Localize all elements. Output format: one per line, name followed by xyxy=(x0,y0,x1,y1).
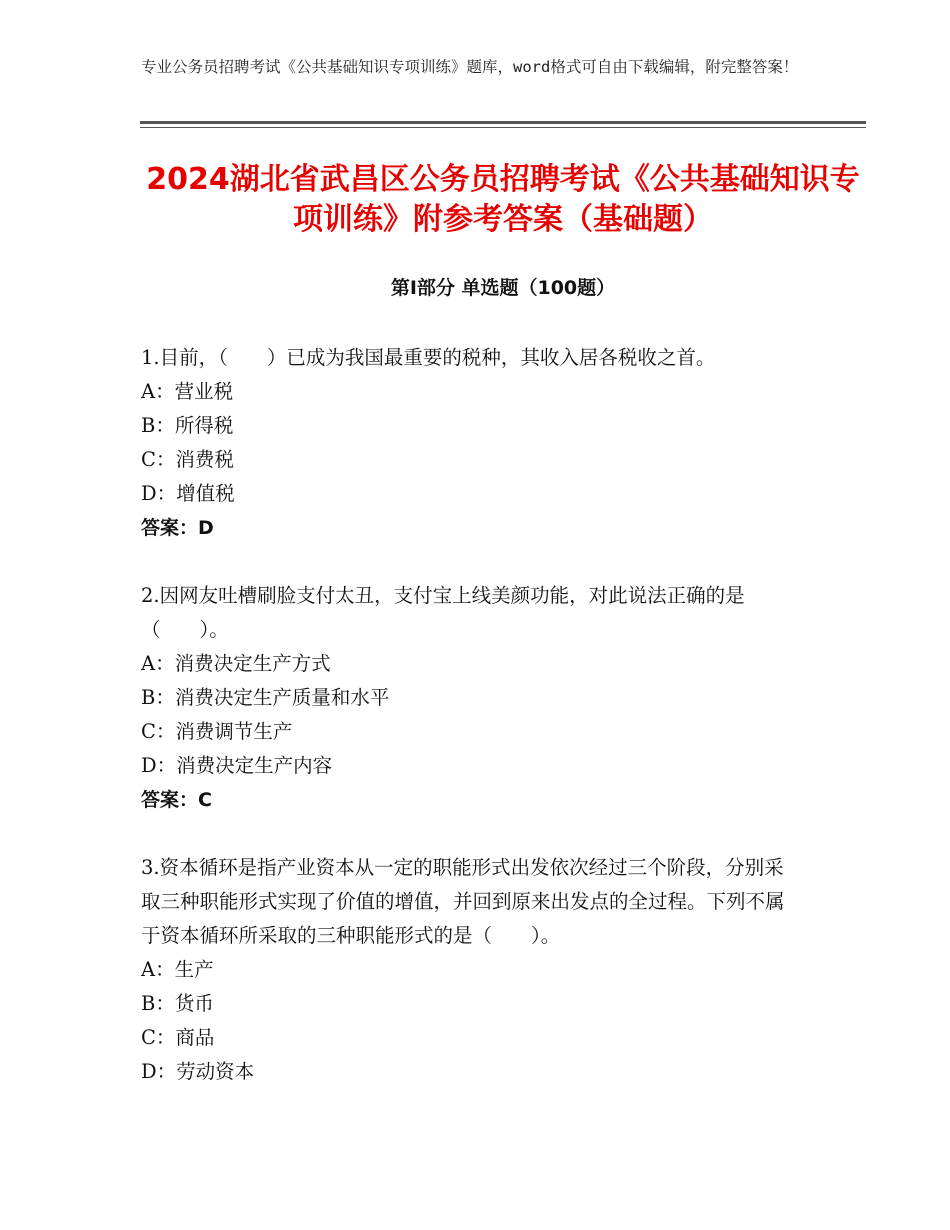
option-a: A：消费决定生产方式 xyxy=(141,652,331,675)
question-3 xyxy=(141,851,801,1089)
answer: 答案：C xyxy=(141,789,212,811)
header-note: 专业公务员招聘考试《公共基础知识专项训练》题库，word格式可自由下载编辑，附完整答案！ xyxy=(141,58,799,76)
question-list xyxy=(141,341,801,1123)
option-b: B：消费决定生产质量和水平 xyxy=(141,686,390,709)
question-1 xyxy=(141,341,801,545)
question-2 xyxy=(141,579,801,817)
option-d: D：劳动资本 xyxy=(141,1060,255,1083)
option-c: C：消费调节生产 xyxy=(141,720,293,743)
header-divider-thin xyxy=(140,127,866,128)
question-stem: 2.因网友吐槽刷脸支付太丑，支付宝上线美颜功能，对此说法正确的是（ ）。 xyxy=(141,584,745,641)
option-d: D：增值税 xyxy=(141,482,235,505)
question-stem: 1.目前，（ ）已成为我国最重要的税种，其收入居各税收之首。 xyxy=(141,346,716,369)
answer: 答案：D xyxy=(141,517,214,539)
section-title: 第Ⅰ部分 单选题（100题） xyxy=(390,277,616,299)
option-a: A：生产 xyxy=(141,958,214,981)
option-b: B：货币 xyxy=(141,992,214,1015)
question-stem: 3.资本循环是指产业资本从一定的职能形式出发依次经过三个阶段，分别采取三种职能形式实现了价值的增值，并回到原来出发点的全过程。下列不属于资本循环所采取的三种职能形式的是（ ）。 xyxy=(141,856,785,947)
header-divider-thick xyxy=(140,121,866,124)
option-d: D：消费决定生产内容 xyxy=(141,754,333,777)
option-c: C：消费税 xyxy=(141,448,234,471)
option-c: C：商品 xyxy=(141,1026,215,1049)
option-b: B：所得税 xyxy=(141,414,234,437)
option-a: A：营业税 xyxy=(141,380,234,403)
document-title: 2024湖北省武昌区公务员招聘考试《公共基础知识专项训练》附参考答案（基础题） xyxy=(146,162,860,237)
